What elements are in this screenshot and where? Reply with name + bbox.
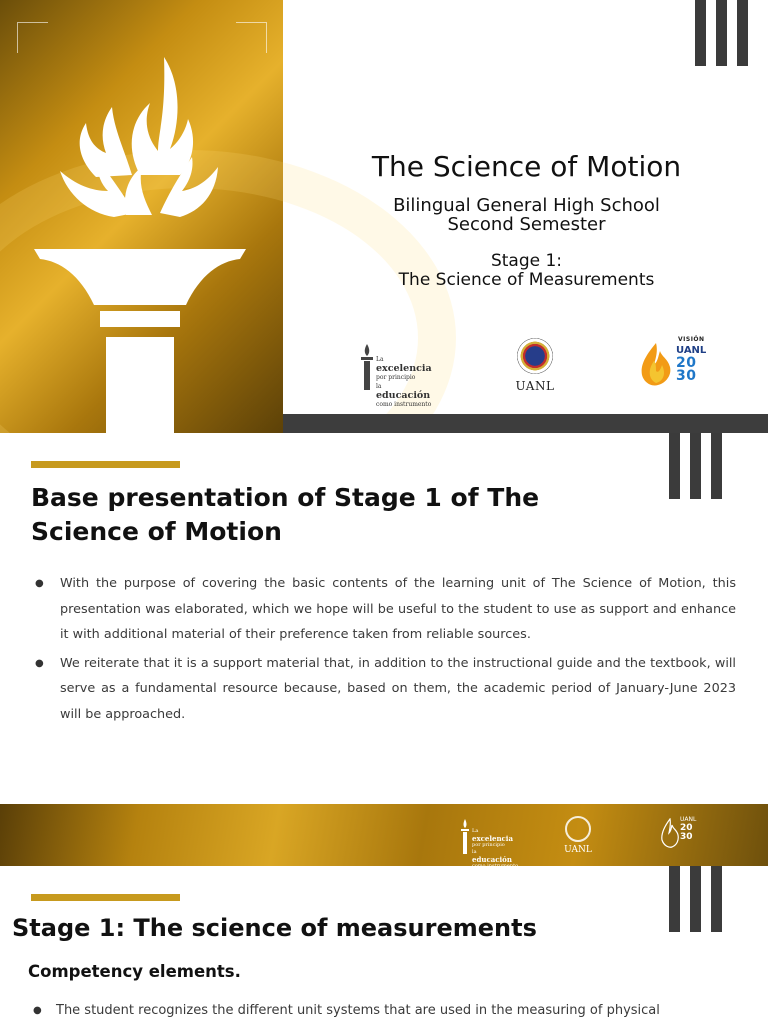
- presentation-title: The Science of Motion: [371, 150, 682, 183]
- uanl-seal-icon: [565, 816, 591, 842]
- gold-accent-line: [31, 894, 180, 901]
- stage-title: The Science of Measurements: [398, 270, 655, 290]
- logo-text-la2: la: [472, 849, 477, 855]
- slide-heading: Base presentation of Stage 1 of The Science of Motion: [31, 483, 540, 546]
- logo-text-la: La: [472, 828, 479, 834]
- semester: Second Semester: [447, 214, 606, 235]
- intro-slide: [0, 433, 768, 804]
- bullet-item: ● The student recognizes the different unit systems that are used in the measuring of physical: [30, 1000, 723, 1022]
- vision-2030-logo: [638, 338, 710, 396]
- bullet-item: ● With the purpose of covering the basic contents of the learning unit of The Science of Motion, this presentation was elaborated, which we hope will be useful to the student to use as support and enhance it with additional material of their preference taken from reliable sources.: [32, 571, 736, 648]
- presentation-subtitle: [285, 196, 768, 234]
- flame-icon: [660, 818, 680, 848]
- vision-year: [680, 824, 693, 842]
- slide-heading: Stage 1: The science of measurements: [12, 914, 537, 942]
- stage-slide: [0, 866, 768, 1024]
- title-slide: [0, 0, 768, 433]
- logo-text-por-principio: por principio: [472, 842, 505, 848]
- logo-text-excelencia: excelencia: [376, 363, 432, 374]
- logo-text-la: La: [376, 356, 384, 363]
- logo-text-la2: la: [376, 383, 382, 390]
- vision-year-top: 20: [680, 823, 693, 833]
- gold-accent-line: [31, 461, 180, 468]
- torch-icon: [30, 45, 250, 433]
- logo-text-por-principio: por principio: [376, 374, 416, 381]
- logo-text-excelencia: excelencia: [472, 834, 514, 843]
- uanl-wordmark: UANL: [564, 845, 592, 855]
- mini-torch-icon: [460, 818, 470, 854]
- vision-uanl: UANL: [676, 345, 707, 356]
- vision-year-bottom: 30: [680, 832, 693, 842]
- school-name: Bilingual General High School: [393, 195, 660, 216]
- gold-panel: [0, 0, 283, 433]
- stage-label: [285, 252, 768, 290]
- vision-label: VISIÓN: [678, 336, 705, 343]
- vision-year-bottom: 30: [676, 368, 697, 384]
- logo-text-educacion: educación: [472, 855, 512, 864]
- stage-number: Stage 1:: [490, 251, 563, 271]
- bullet-item: ● We reiterate that it is a support material that, in addition to the instructional guide and the textbook, will serve as a fundamental resource because, based on them, the academic period of January-June 2023 will be approached.: [32, 651, 736, 728]
- slide-subheading: Competency elements.: [28, 962, 241, 981]
- bullet-list: [30, 1000, 723, 1022]
- flame-icon: [638, 341, 674, 387]
- uanl-wordmark: UANL: [515, 379, 555, 393]
- dark-strip: [283, 414, 768, 433]
- uanl-logo: [512, 338, 558, 398]
- decorative-bars: [669, 433, 722, 499]
- gold-footer-band: [0, 804, 768, 866]
- vision-uanl: UANL: [680, 816, 697, 823]
- logo-text-educacion: educación: [376, 390, 431, 401]
- bullet-list: [32, 571, 736, 730]
- excelencia-logo: [360, 338, 450, 408]
- mini-torch-icon: [360, 342, 374, 390]
- uanl-seal-icon: [517, 338, 553, 374]
- decorative-bars: [669, 866, 722, 932]
- logo-text-instrumento: como instrumento: [376, 401, 432, 408]
- vision-year-top: 20: [676, 355, 697, 371]
- decorative-bars: [695, 0, 748, 66]
- logo-text-instrumento: como instrumento: [472, 863, 519, 866]
- vision-2030-logo-small: [660, 816, 702, 852]
- excelencia-logo-small: [460, 816, 530, 866]
- uanl-logo-small: [562, 816, 594, 855]
- vision-year: [676, 357, 696, 383]
